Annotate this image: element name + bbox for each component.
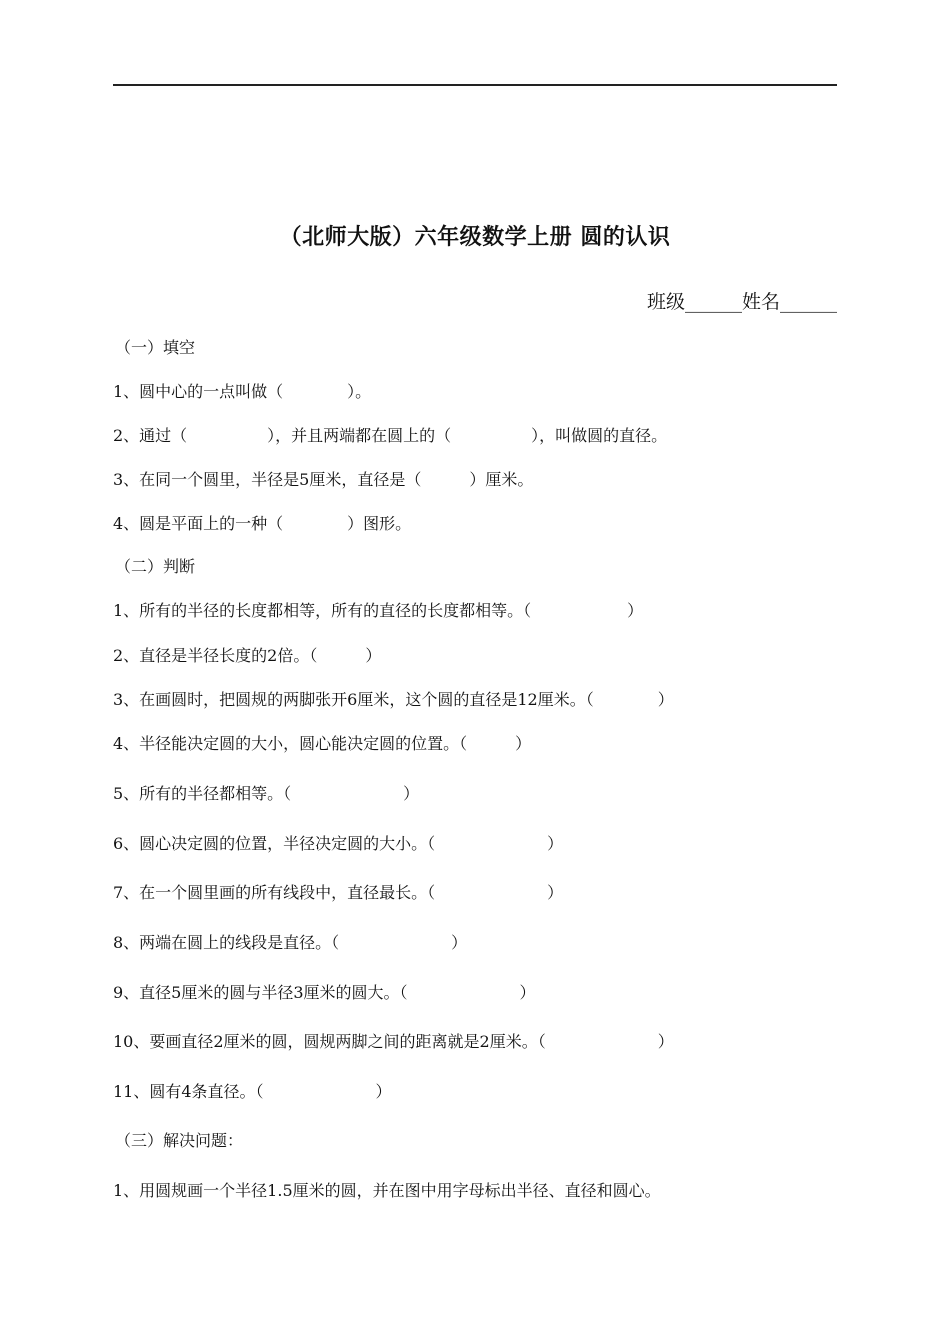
class-name-fields: 班级______姓名______ — [646, 291, 837, 313]
section-heading-judge: （二）判断 — [115, 557, 196, 576]
judge-item-4: 4、半径能决定圆的大小，圆心能决定圆的位置。（ ） — [113, 734, 532, 753]
judge-item-2: 2、直径是半径长度的2倍。（ ） — [113, 646, 382, 665]
solve-item-1: 1、用圆规画一个半径1.5厘米的圆，并在图中用字母标出半径、直径和圆心。 — [113, 1181, 661, 1200]
judge-item-6: 6、圆心决定圆的位置，半径决定圆的大小。（ ） — [113, 834, 564, 853]
header-rule — [113, 84, 837, 86]
fill-item-3: 3、在同一个圆里，半径是5厘米，直径是（ ）厘米。 — [113, 470, 534, 489]
fill-item-4: 4、圆是平面上的一种（ ）图形。 — [113, 514, 412, 533]
judge-item-9: 9、直径5厘米的圆与半径3厘米的圆大。（ ） — [113, 983, 536, 1002]
section-heading-solve: （三）解决问题： — [115, 1131, 244, 1150]
judge-item-10: 10、要画直径2厘米的圆，圆规两脚之间的距离就是2厘米。（ ） — [113, 1032, 674, 1051]
fill-item-2: 2、通过（ ），并且两端都在圆上的（ ），叫做圆的直径。 — [113, 426, 668, 445]
page-title: （北师大版）六年级数学上册 圆的认识 — [279, 225, 671, 250]
fill-item-1: 1、圆中心的一点叫做（ ）。 — [113, 382, 372, 401]
judge-item-11: 11、圆有4条直径。（ ） — [113, 1082, 392, 1101]
judge-item-5: 5、所有的半径都相等。（ ） — [113, 784, 420, 803]
judge-item-8: 8、两端在圆上的线段是直径。（ ） — [113, 933, 468, 952]
judge-item-1: 1、所有的半径的长度都相等，所有的直径的长度都相等。（ ） — [113, 601, 644, 620]
judge-item-3: 3、在画圆时，把圆规的两脚张开6厘米，这个圆的直径是12厘米。（ ） — [113, 690, 674, 709]
section-heading-fill: （一）填空 — [115, 338, 196, 357]
judge-item-7: 7、在一个圆里画的所有线段中，直径最长。（ ） — [113, 883, 564, 902]
